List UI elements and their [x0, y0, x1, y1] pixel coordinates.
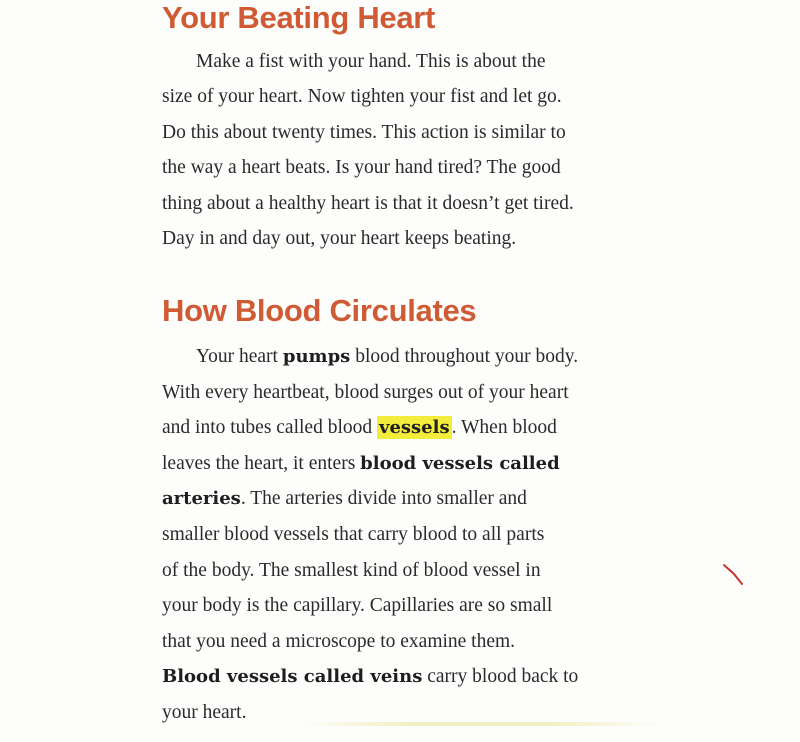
text-run: . The arteries divide into smaller and	[240, 488, 527, 510]
key-term-pumps: pumps	[282, 346, 351, 367]
key-phrase-blood-vessels-called: blood vessels called	[360, 452, 560, 474]
text-line: that you need a microscope to examine them.	[162, 630, 516, 652]
section-heading-beating-heart: Your Beating Heart	[162, 0, 436, 35]
text-run: . When blood	[451, 417, 557, 439]
text-run: leaves the heart, it enters	[162, 452, 361, 474]
faint-highlight-stroke	[300, 722, 660, 726]
text-run: Your heart	[196, 346, 283, 367]
text-line: smaller blood vessels that carry blood to all parts	[162, 523, 545, 545]
text-line: the way a heart beats. Is your hand tired? The good	[162, 157, 561, 179]
text-line: Do this about twenty times. This action is similar to	[162, 121, 566, 143]
paragraph-beating-heart	[162, 44, 702, 256]
text-line: With every heartbeat, blood surges out of your heart	[162, 381, 569, 403]
red-pen-check-mark-icon	[722, 562, 744, 586]
text-run: blood throughout your body.	[350, 346, 579, 367]
key-term-arteries: arteries	[162, 488, 241, 510]
text-run: carry blood back to	[422, 666, 579, 688]
text-line: your heart.	[162, 701, 247, 723]
text-line	[162, 659, 702, 695]
text-line: Make a fist with your hand. This is about the	[196, 51, 546, 72]
highlighted-term-vessels: vessels	[379, 417, 450, 439]
text-line: Day in and day out, your heart keeps beating.	[162, 227, 517, 249]
text-line	[162, 446, 702, 482]
key-phrase-blood-vessels-called-veins: Blood vessels called veins	[162, 666, 423, 688]
text-run: and into tubes called blood	[162, 417, 377, 439]
section-heading-blood-circulates: How Blood Circulates	[162, 293, 477, 328]
text-line: thing about a healthy heart is that it doesn’t get tired.	[162, 192, 574, 214]
text-line	[162, 481, 702, 517]
paragraph-blood-circulates	[162, 339, 702, 731]
text-line	[162, 339, 702, 375]
text-line	[162, 410, 702, 446]
text-line: your body is the capillary. Capillaries are so small	[162, 595, 553, 617]
text-line: size of your heart. Now tighten your fist and let go.	[162, 86, 562, 108]
text-line: of the body. The smallest kind of blood vessel in	[162, 559, 541, 581]
